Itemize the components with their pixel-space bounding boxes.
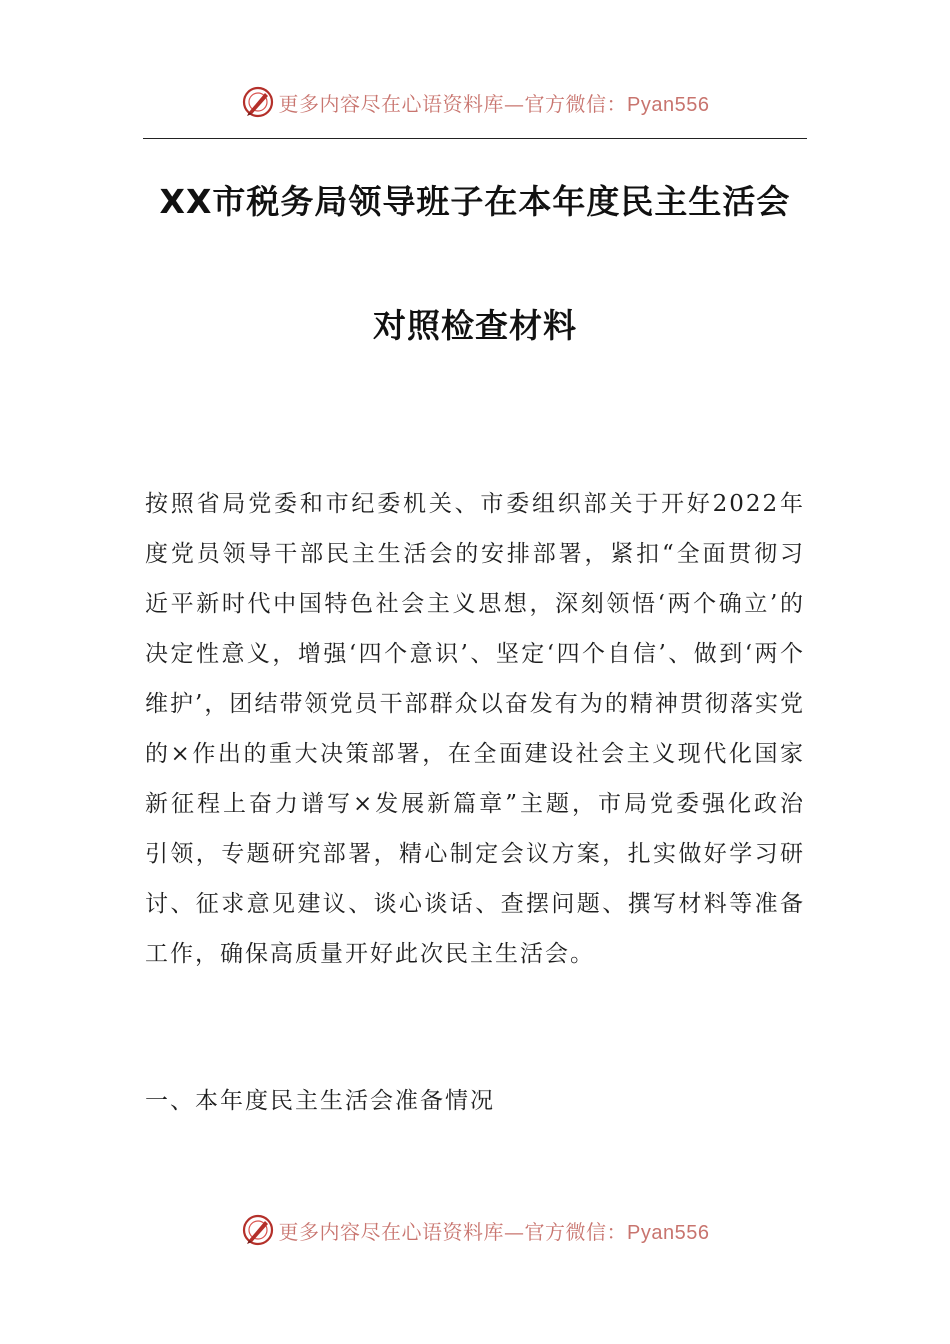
document-title-line2: 对照检查材料 [373,306,577,345]
pen-logo-icon [241,85,275,119]
header-banner-text [279,88,710,117]
intro-paragraph: 按照省局党委和市纪委机关、市委组织部关于开好2022年度党员领导干部民主生活会的安排部署，紧扣“全面贯彻习近平新时代中国特色社会主义思想，深刻领悟‘两个确立’的决定性意义，增强‘四个意识’、坚定‘四个自信’、做到‘两个维护’，团结带领党员干部群众以奋发有为的精神贯彻落实党的×作出的重大决策部署，在全面建设社会主义现代化国家新征程上奋力谱写×发展新篇章”主题，市局党委强化政治引领，专题研究部署，精心制定会议方案，扎实做好学习研讨、征求意见建议、谈心谈话、查摆问题、撰写材料等准备工作，确保高质量开好此次民主生活会。 [145,491,805,967]
header-banner-cn: 更多内容尽在心语资料库—官方微信： [278,91,628,116]
footer-banner-cn: 更多内容尽在心语资料库—官方微信： [278,1219,628,1244]
footer-banner [0,1210,950,1250]
pen-logo-icon [241,1213,275,1247]
section-heading-1: 一、本年度民主生活会准备情况 [145,1088,495,1114]
document-title-line1: XX市税务局领导班子在本年度民主生活会 [159,182,791,221]
footer-banner-wechat-id: Pyan556 [627,1221,710,1244]
footer-banner-text [279,1216,710,1245]
header-banner [0,82,950,122]
header-divider [143,138,807,139]
header-banner-wechat-id: Pyan556 [627,93,710,116]
